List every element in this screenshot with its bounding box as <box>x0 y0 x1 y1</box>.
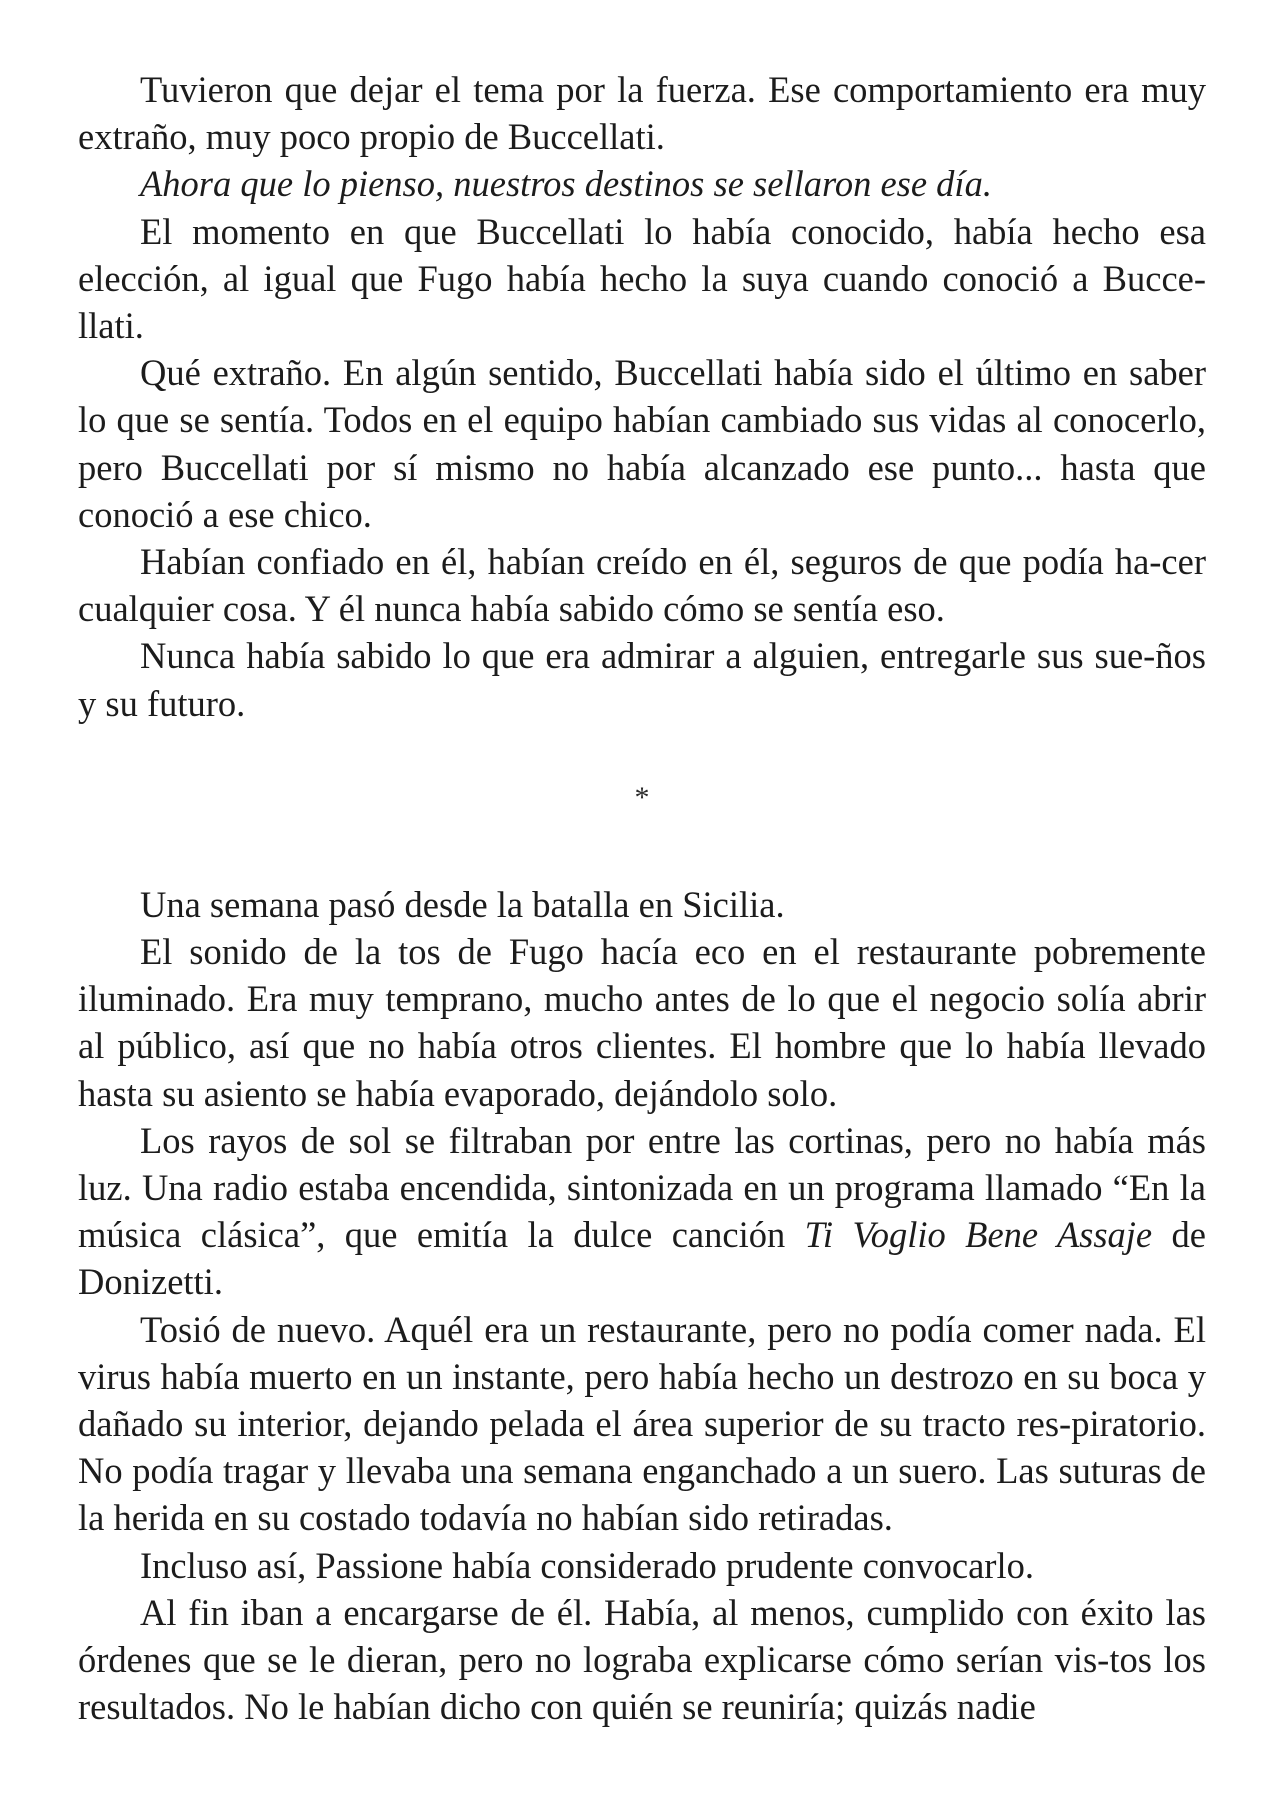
paragraph: Al fin iban a encargarse de él. Había, al menos, cumplido con éxito las órdenes que se le dieran, pero no lograba explicarse cómo serían vis-tos los resultados. No le habían dicho con quién se reuniría; quizás nadie <box>78 1591 1206 1728</box>
paragraph: Qué extraño. En algún sentido, Buccellati había sido el último en saber lo que se sentía. Todos en el equipo habían cambiado sus vidas al conocerlo, pero Buccellati por sí mismo no había alcanzado ese punto... hasta que conoció a ese chico. <box>78 352 1206 535</box>
paragraph: Tosió de nuevo. Aquél era un restaurante, pero no podía comer nada. El virus había muerto en un instante, pero había hecho un destrozo en su boca y dañado su interior, dejando pelada el área superior de su tracto res-piratorio. No podía tragar y llevaba una semana enganchado a un suero. Las suturas de la herida en su costado todavía no habían sido retiradas. <box>78 1308 1206 1539</box>
paragraph-text: Los rayos de sol se filtraban por entre las cortinas, pero no había más luz. Una radio estaba encendida, sintonizada en un programa llamado “En la música clásica”, que emitía la dulce canción <box>78 1119 1206 1256</box>
paragraph-text: de Donizetti. <box>78 1214 1206 1303</box>
song-title: Ti Voglio Bene Assaje <box>804 1214 1153 1256</box>
paragraph: Incluso así, Passione había considerado prudente convocarlo. <box>140 1544 1034 1586</box>
book-page <box>78 66 1206 1731</box>
paragraph: El sonido de la tos de Fugo hacía eco en el restaurante pobremente iluminado. Era muy temprano, mucho antes de lo que el negocio solía abrir al público, así que no había otros clientes. El hombre que lo había llevado hasta su asiento se había evaporado, dejándolo solo. <box>78 931 1206 1114</box>
italic-thought: Ahora que lo pienso, nuestros destinos se sellaron ese día. <box>140 163 992 205</box>
paragraph: El momento en que Buccellati lo había conocido, había hecho esa elección, al igual que Fugo había hecho la suya cuando conoció a Bucce-llati. <box>78 210 1206 347</box>
paragraph: Una semana pasó desde la batalla en Sicilia. <box>140 883 785 925</box>
scene-break-asterisk: * <box>634 780 650 814</box>
paragraph: Habían confiado en él, habían creído en él, seguros de que podía ha-cer cualquier cosa. Y él nunca había sabido cómo se sentía eso. <box>78 541 1206 630</box>
paragraph: Tuvieron que dejar el tema por la fuerza. Ese comportamiento era muy extraño, muy poco propio de Buccellati. <box>78 69 1206 158</box>
paragraph <box>78 1117 1206 1306</box>
paragraph: Nunca había sabido lo que era admirar a alguien, entregarle sus sue-ños y su futuro. <box>78 635 1206 724</box>
